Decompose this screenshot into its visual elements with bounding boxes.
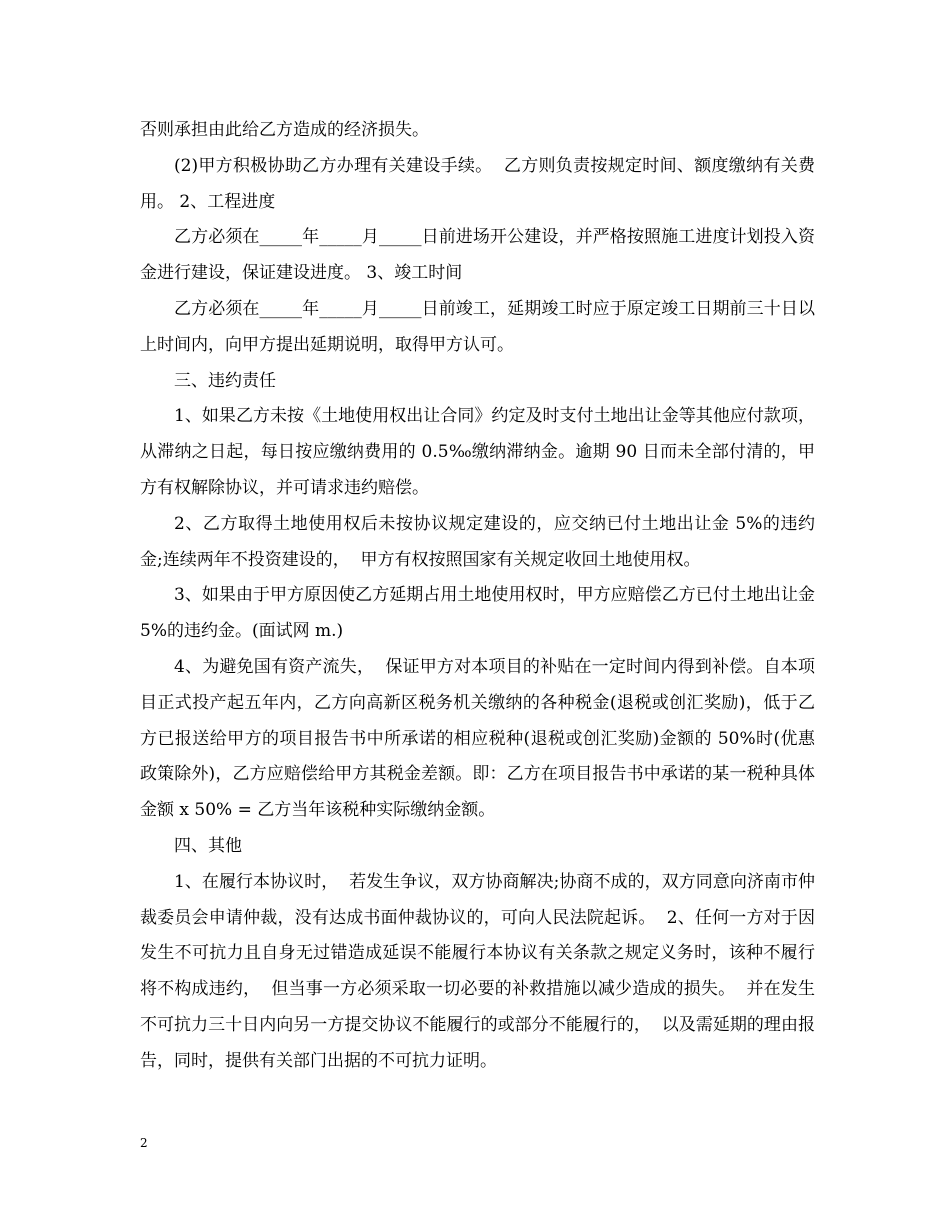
page-number: 2	[140, 1136, 148, 1150]
paragraph: 3、如果由于甲方原因使乙方延期占用土地使用权时，甲方应赔偿乙方已付土地出让金 5%的违约金。(面试网 m.)	[140, 585, 821, 642]
paragraph: 1、如果乙方未按《土地使用权出让合同》约定及时支付土地出让金等其他应付款项，从滞纳之日起，每日按应缴纳费用的 0.5‰缴纳滞纳金。逾期 90 日而未全部付清的，甲方有权解除协议，并可请求违约赔偿。	[140, 406, 815, 498]
document-body	[140, 113, 821, 1080]
paragraph: 1、在履行本协议时， 若发生争议，双方协商解决;协商不成的，双方同意向济南市仲裁委员会申请仲裁，没有达成书面仲裁协议的，可向人民法院起诉。 2、任何一方对于因发生不可抗力且自身无过错造成延误不能履行本协议有关条款之规定义务时，该种不履行将不构成违约， 但当事一方必须采取一切必要的补救措施以减少造成的损失。 并在发生不可抗力三十日内向另一方提交协议不能履行的或部分不能履行的， 以及需延期的理由报告，同时，提供有关部门出据的不可抗力证明。	[140, 871, 815, 1071]
paragraph: 乙方必须在_____年_____月_____日前竣工，延期竣工时应于原定竣工日期前三十日以上时间内，向甲方提出延期说明，取得甲方认可。	[140, 298, 815, 355]
paragraph: 2、乙方取得土地使用权后未按协议规定建设的，应交纳已付土地出让金 5%的违约金;连续两年不投资建设的， 甲方有权按照国家有关规定收回土地使用权。	[140, 513, 815, 570]
section-heading: 四、其他	[174, 835, 242, 856]
paragraph: (2)甲方积极协助乙方办理有关建设手续。 乙方则负责按规定时间、额度缴纳有关费用。 2、工程进度	[140, 155, 815, 212]
paragraph: 乙方必须在_____年_____月_____日前进场开公建设，并严格按照施工进度计划投入资金进行建设，保证建设进度。 3、竣工时间	[140, 227, 815, 284]
paragraph: 否则承担由此给乙方造成的经济损失。	[140, 120, 429, 140]
section-heading: 三、违约责任	[174, 370, 276, 391]
paragraph: 4、为避免国有资产流失， 保证甲方对本项目的补贴在一定时间内得到补偿。自本项目正式投产起五年内，乙方向高新区税务机关缴纳的各种税金(退税或创汇奖励)，低于乙方已报送给甲方的项目报告书中所承诺的相应税种(退税或创汇奖励)金额的 50%时(优惠政策除外)，乙方应赔偿给甲方其税金差额。即：乙方在项目报告书中承诺的某一税种具体金额 x 50% = 乙方当年该税种实际缴纳金额。	[140, 656, 815, 821]
